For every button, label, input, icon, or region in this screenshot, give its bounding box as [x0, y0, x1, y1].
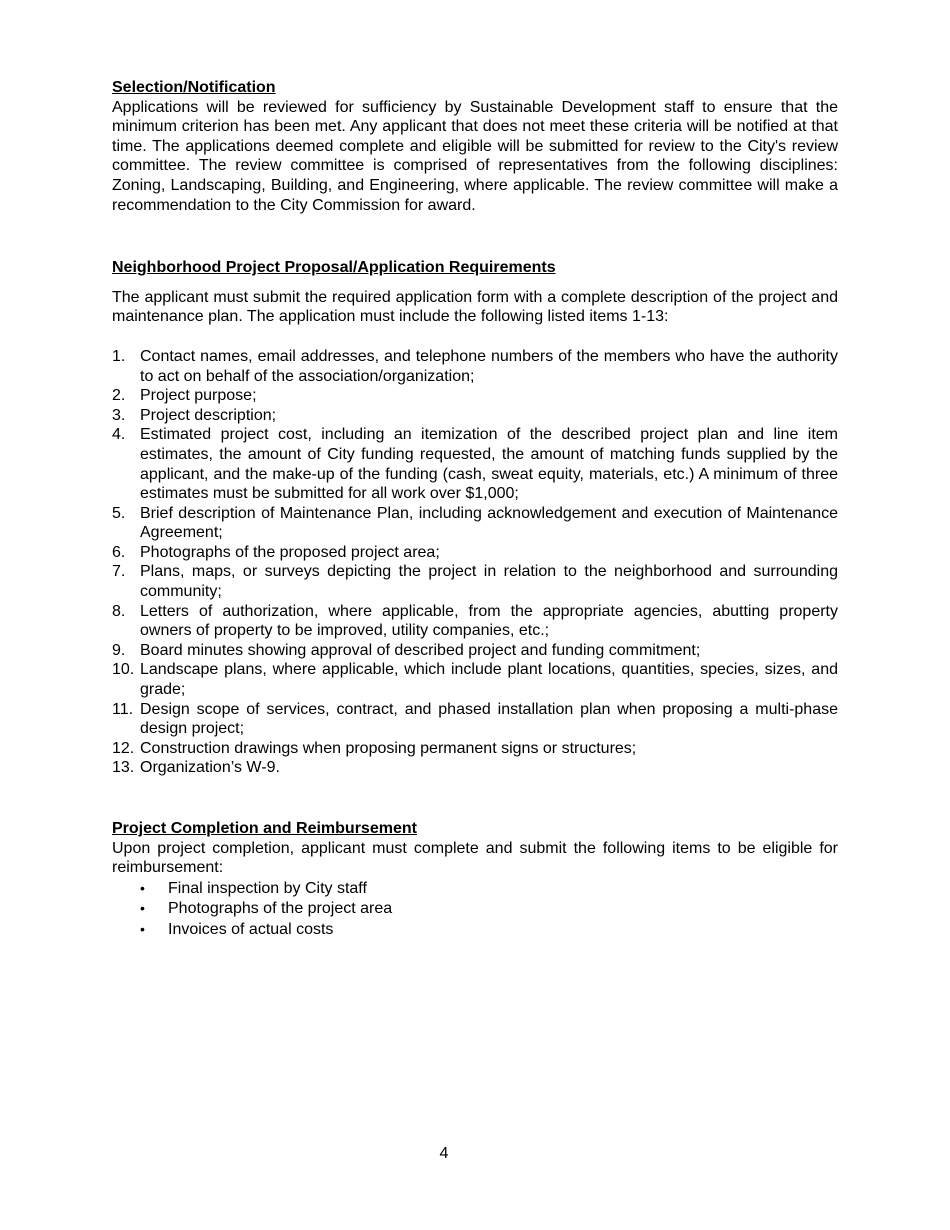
list-item: [112, 504, 838, 543]
list-item-number: 1.: [112, 347, 126, 365]
list-item-number: 7.: [112, 563, 126, 581]
bullet-text: Final inspection by City staff: [168, 879, 367, 897]
bullet-item: [112, 899, 838, 919]
bullet-item: [112, 879, 838, 899]
list-item-number: 4.: [112, 426, 126, 444]
list-item-number: 10.: [112, 661, 135, 679]
selection-notification-section: [112, 78, 838, 215]
list-item: [112, 602, 838, 641]
list-item: [112, 386, 838, 406]
list-item-text: Estimated project cost, including an itemization of the described project plan and line item estimates, the amount of City funding requested, the amount of matching funds supplied by the applicant, and the make-up of the funding (cash, sweat equity, materials, etc.) A minimum of three estimates must be submitted for all work over $1,000;: [140, 426, 838, 503]
bullet-text: Invoices of actual costs: [168, 920, 334, 938]
list-item-text: Construction drawings when proposing permanent signs or structures;: [140, 739, 637, 757]
bullet-icon: •: [140, 879, 145, 896]
list-item: [112, 406, 838, 426]
list-item-text: Contact names, email addresses, and telephone numbers of the members who have the authority to act on behalf of the association/organization;: [140, 347, 838, 385]
bullet-text: Photographs of the project area: [168, 900, 393, 918]
application-requirements-intro: The applicant must submit the required application form with a complete description of the project and maintenance plan. The application must include the following listed items 1-13:: [112, 288, 838, 326]
list-item: [112, 562, 838, 601]
list-item: [112, 739, 838, 759]
application-requirements-section: [112, 258, 838, 778]
completion-reimbursement-heading: Project Completion and Reimbursement: [112, 820, 417, 837]
list-item-text: Design scope of services, contract, and phased installation plan when proposing a multi-phase design project;: [140, 700, 838, 738]
completion-reimbursement-intro: Upon project completion, applicant must complete and submit the following items to be eligible for reimbursement:: [112, 839, 838, 877]
list-item-number: 5.: [112, 504, 126, 522]
list-item-text: Board minutes showing approval of described project and funding commitment;: [140, 641, 701, 659]
list-item-text: Letters of authorization, where applicable, from the appropriate agencies, abutting property owners of property to be improved, utility companies, etc.;: [140, 602, 838, 640]
list-item-number: 11.: [112, 700, 134, 718]
list-item-number: 9.: [112, 641, 126, 659]
selection-notification-heading: Selection/Notification: [112, 79, 276, 96]
reimbursement-bullet-list: [112, 879, 838, 940]
list-item-text: Landscape plans, where applicable, which include plant locations, quantities, species, sizes, and grade;: [140, 661, 838, 699]
completion-reimbursement-section: [112, 819, 838, 940]
page-number: 4: [439, 1145, 449, 1162]
list-item: [112, 641, 838, 661]
list-item-text: Organization’s W-9.: [140, 759, 280, 777]
list-item-text: Plans, maps, or surveys depicting the project in relation to the neighborhood and surrounding community;: [140, 563, 838, 601]
list-item-number: 8.: [112, 602, 126, 620]
application-requirements-heading: Neighborhood Project Proposal/Application Requirements: [112, 259, 556, 277]
requirements-list: [112, 347, 838, 778]
list-item-text: Brief description of Maintenance Plan, including acknowledgement and execution of Maintenance Agreement;: [140, 504, 838, 542]
list-item-number: 12.: [112, 739, 135, 757]
list-item: [112, 425, 838, 503]
list-item: [112, 347, 838, 386]
selection-notification-body: Applications will be reviewed for sufficiency by Sustainable Development staff to ensure that the minimum criterion has been met. Any applicant that does not meet these criteria will be notified at that time. The applications deemed complete and eligible will be submitted for review to the City's review committee. The review committee is comprised of representatives from the following disciplines: Zoning, Landscaping, Building, and Engineering, where applicable. The review committee will make a recommendation to the City Commission for award.: [112, 98, 838, 214]
list-item: [112, 660, 838, 699]
bullet-icon: •: [140, 920, 145, 937]
list-item-number: 3.: [112, 406, 126, 424]
list-item-text: Photographs of the proposed project area;: [140, 543, 440, 561]
document-page: [112, 78, 838, 940]
list-item: [112, 700, 838, 739]
bullet-item: [112, 920, 838, 940]
list-item-text: Project description;: [140, 406, 277, 424]
list-item: [112, 543, 838, 563]
list-item-number: 2.: [112, 387, 126, 405]
list-item-number: 6.: [112, 543, 126, 561]
list-item-number: 13.: [112, 759, 135, 777]
list-item: [112, 758, 838, 778]
list-item-text: Project purpose;: [140, 387, 257, 405]
bullet-icon: •: [140, 900, 145, 917]
